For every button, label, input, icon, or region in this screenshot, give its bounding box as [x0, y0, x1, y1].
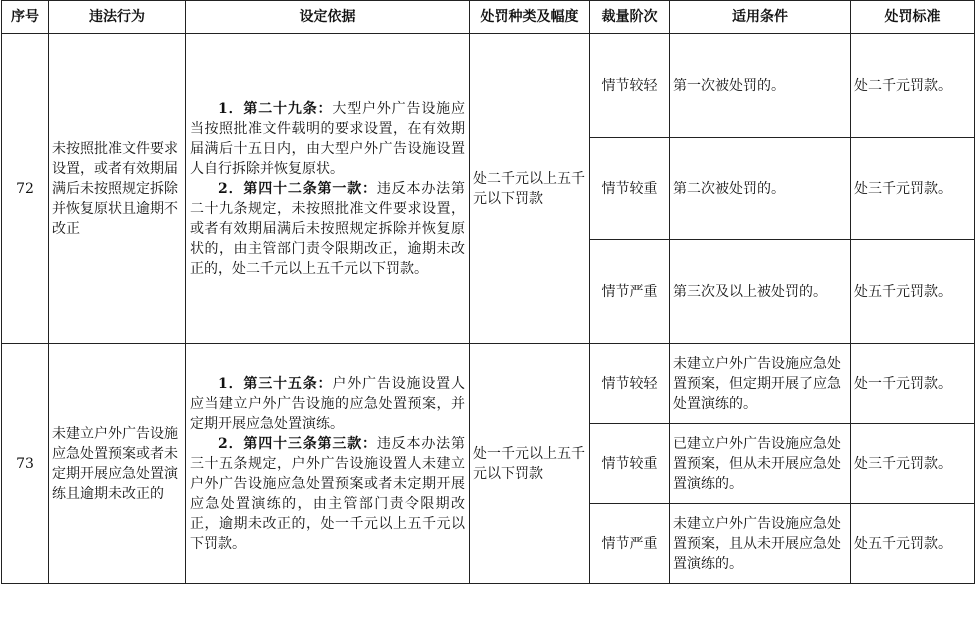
condition-cell: 第一次被处罚的。	[670, 34, 851, 138]
basis-text: 户外广告设施设置人应当建立户外广告设施的应急处置预案，并定期开展应急处置演练。	[190, 375, 465, 432]
row-number: 73	[2, 344, 49, 584]
basis-paragraph	[190, 179, 465, 279]
condition-cell: 未建立户外广告设施应急处置预案，但定期开展了应急处置演练的。	[670, 344, 851, 424]
basis-lead: 2．第四十二条第一款：	[218, 180, 377, 197]
header-condition: 适用条件	[670, 1, 851, 34]
standard-cell: 处五千元罚款。	[851, 504, 975, 584]
header-standard: 处罚标准	[851, 1, 975, 34]
basis-cell	[186, 344, 470, 584]
basis-lead: 1．第三十五条：	[218, 375, 333, 392]
condition-cell: 第二次被处罚的。	[670, 138, 851, 240]
level-cell: 情节较轻	[590, 344, 670, 424]
header-violation: 违法行为	[49, 1, 186, 34]
basis-paragraph	[190, 99, 465, 179]
standard-cell: 处一千元罚款。	[851, 344, 975, 424]
level-cell: 情节较轻	[590, 34, 670, 138]
row-number: 72	[2, 34, 49, 344]
level-cell: 情节严重	[590, 240, 670, 344]
standard-cell: 处五千元罚款。	[851, 240, 975, 344]
header-no: 序号	[2, 1, 49, 34]
standard-cell: 处三千元罚款。	[851, 424, 975, 504]
level-cell: 情节严重	[590, 504, 670, 584]
condition-cell: 第三次及以上被处罚的。	[670, 240, 851, 344]
violation-cell: 未建立户外广告设施应急处置预案或者未定期开展应急处置演练且逾期未改正的	[49, 344, 186, 584]
condition-cell: 未建立户外广告设施应急处置预案，且从未开展应急处置演练的。	[670, 504, 851, 584]
header-penalty-range: 处罚种类及幅度	[470, 1, 590, 34]
level-cell: 情节较重	[590, 424, 670, 504]
penalty-discretion-table	[1, 0, 975, 584]
violation-cell: 未按照批准文件要求设置，或者有效期届满后未按照规定拆除并恢复原状且逾期不改正	[49, 34, 186, 344]
penalty-range-cell: 处一千元以上五千元以下罚款	[470, 344, 590, 584]
header-row	[2, 1, 975, 34]
table-row	[2, 344, 975, 424]
basis-paragraph	[190, 374, 465, 434]
basis-text: 大型户外广告设施应当按照批准文件载明的要求设置，在有效期届满后十五日内，由大型户外广告设施设置人自行拆除并恢复原状。	[190, 100, 465, 177]
basis-text: 违反本办法第三十五条规定，户外广告设施设置人未建立户外广告设施应急处置预案或者未定期开展应急处置演练的，由主管部门责令限期改正，逾期未改正的，处一千元以上五千元以下罚款。	[190, 435, 465, 552]
basis-cell	[186, 34, 470, 344]
standard-cell: 处三千元罚款。	[851, 138, 975, 240]
penalty-range-cell: 处二千元以上五千元以下罚款	[470, 34, 590, 344]
basis-paragraph	[190, 434, 465, 554]
condition-cell: 已建立户外广告设施应急处置预案，但从未开展应急处置演练的。	[670, 424, 851, 504]
header-basis: 设定依据	[186, 1, 470, 34]
basis-lead: 1．第二十九条：	[218, 100, 333, 117]
standard-cell: 处二千元罚款。	[851, 34, 975, 138]
basis-text: 违反本办法第二十九条规定，未按照批准文件要求设置，或者有效期届满后未按照规定拆除并恢复原状的，由主管部门责令限期改正，逾期未改正的，处二千元以上五千元以下罚款。	[190, 180, 465, 277]
basis-lead: 2．第四十三条第三款：	[218, 435, 377, 452]
table-row	[2, 34, 975, 138]
level-cell: 情节较重	[590, 138, 670, 240]
header-level: 裁量阶次	[590, 1, 670, 34]
